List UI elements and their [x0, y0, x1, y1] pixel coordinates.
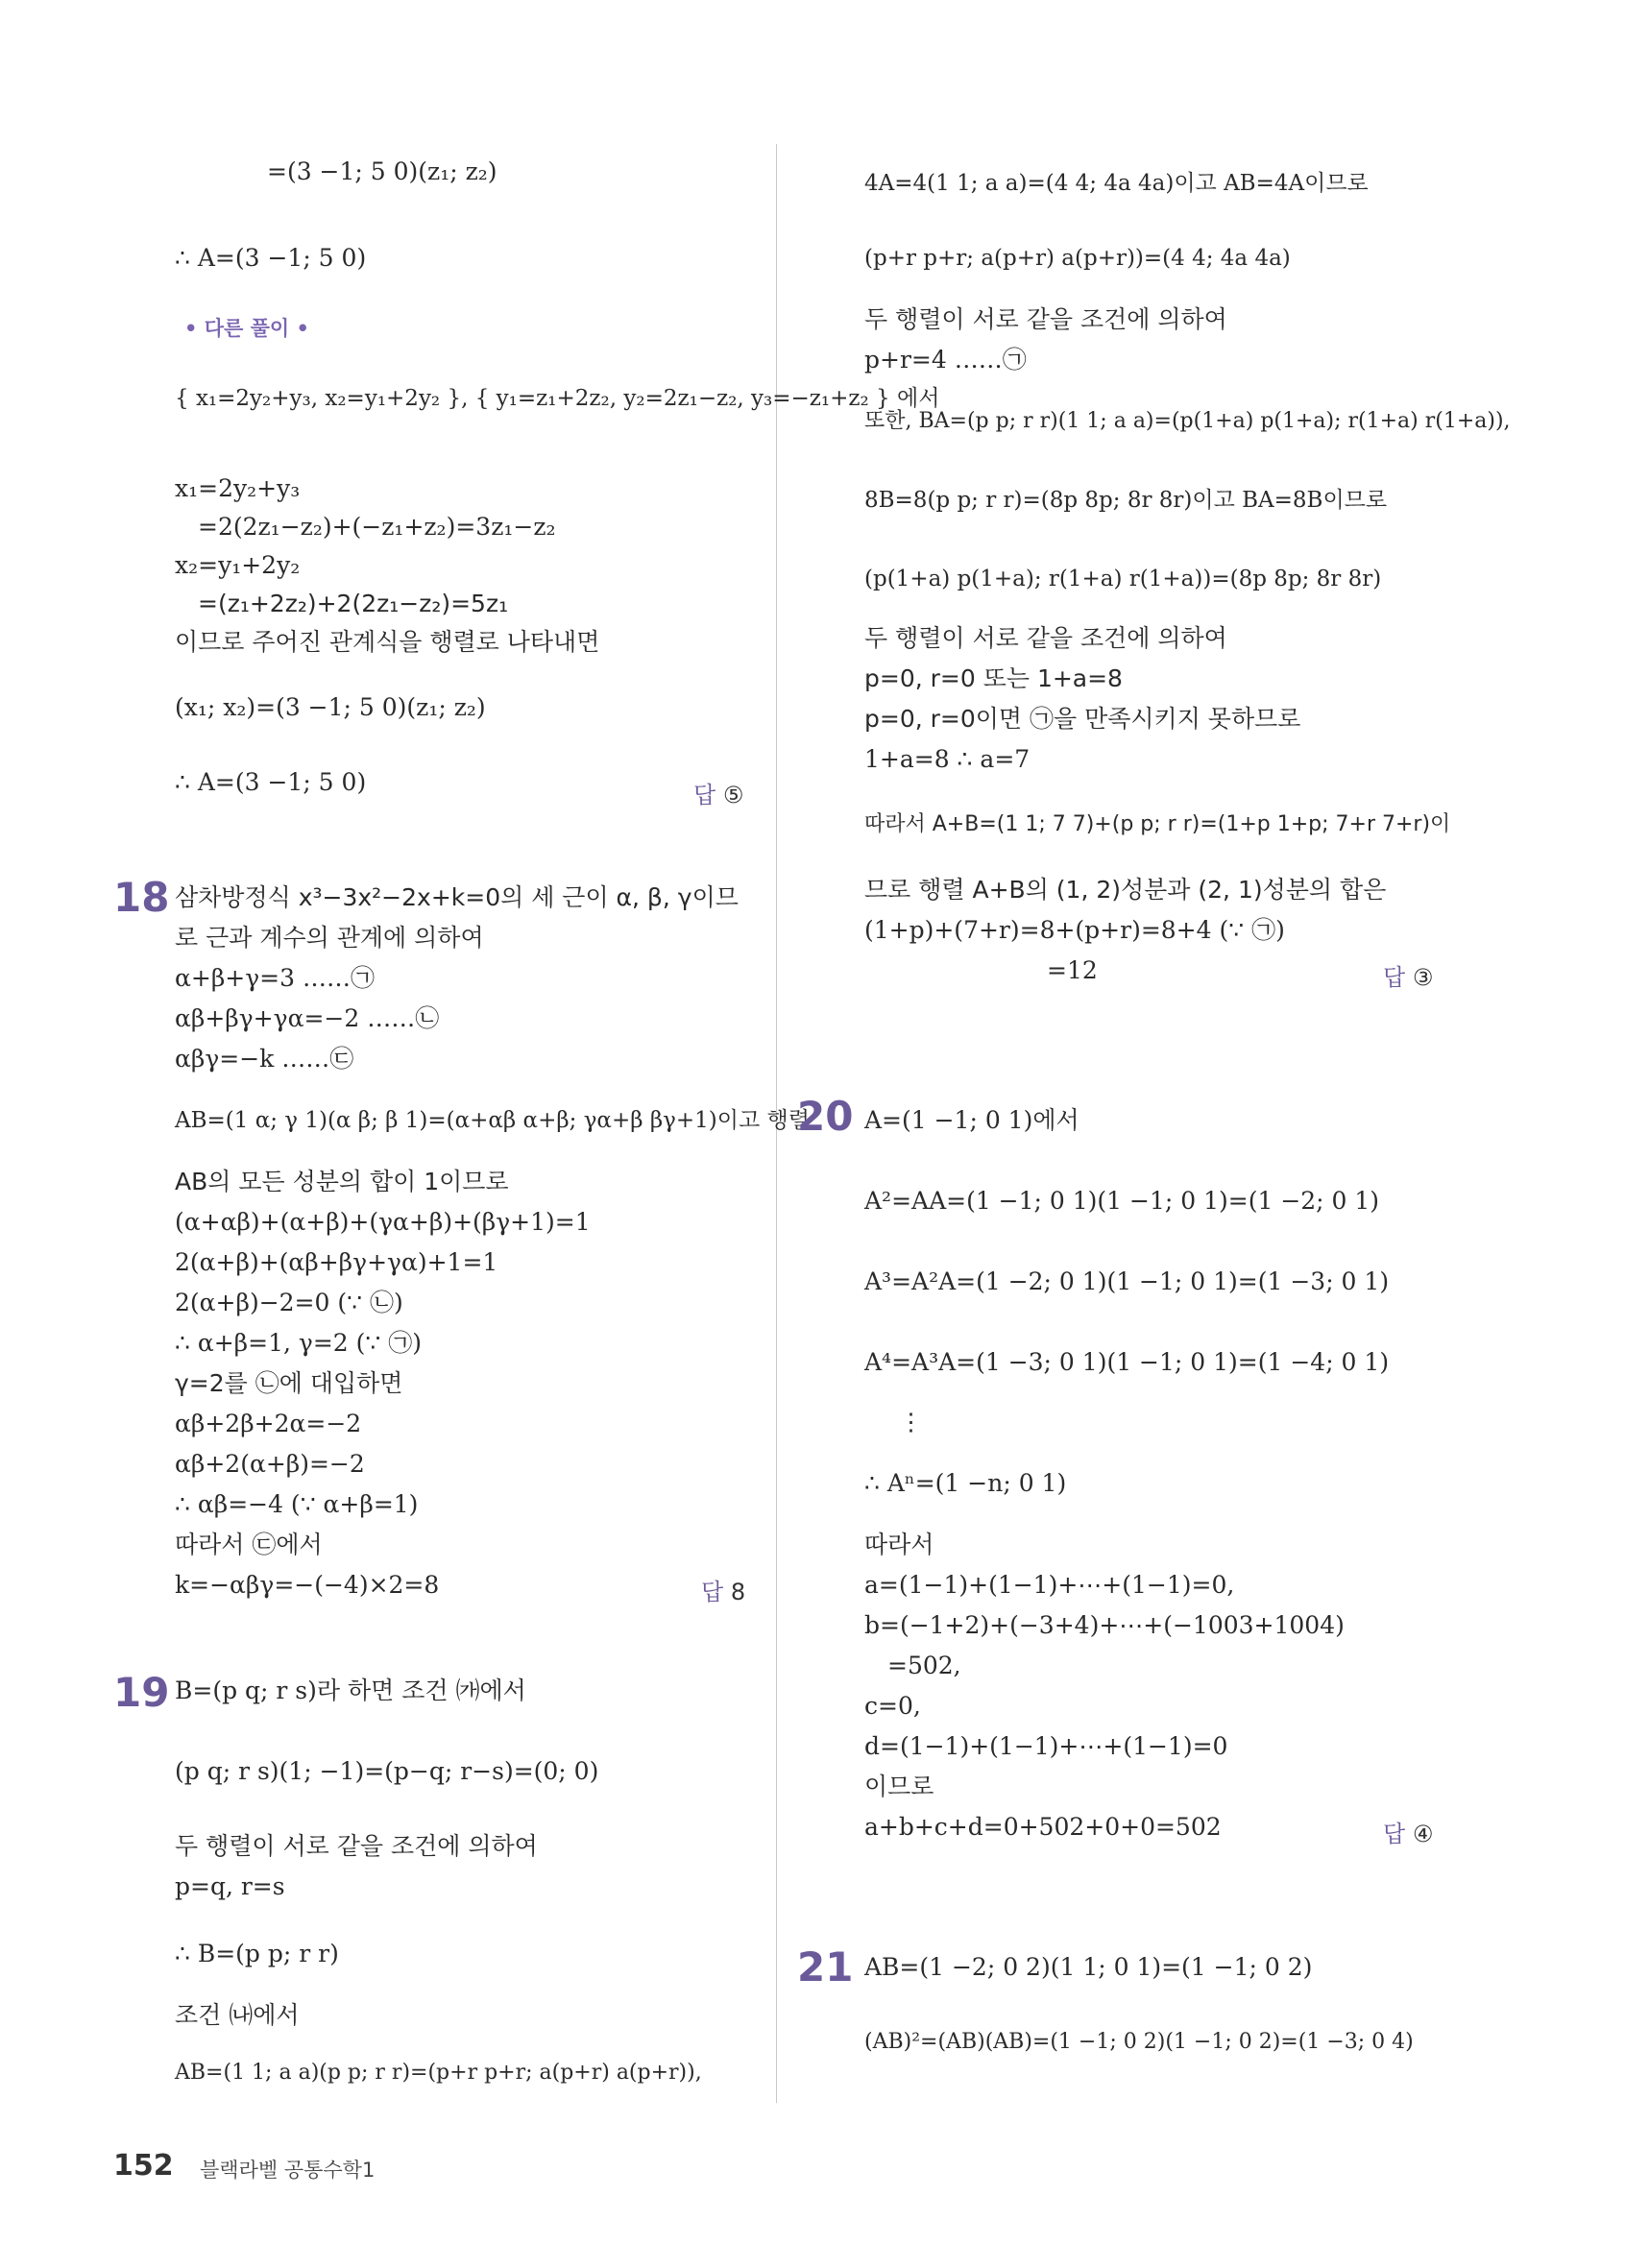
math-line: AB=(1 α; γ 1)(α β; β 1)=(α+αβ α+β; γα+β βγ+1)이고 행렬: [175, 1108, 810, 1133]
math-line: 4A=4(1 1; a a)=(4 4; 4a 4a)이고 AB=4A이므로: [864, 171, 1369, 196]
text-line: 따라서: [864, 1531, 934, 1558]
math-line: 2(α+β)+(αβ+βγ+γα)+1=1: [175, 1248, 498, 1276]
math-line: 8B=8(p p; r r)=(8p 8p; 8r 8r)이고 BA=8B이므로: [864, 488, 1388, 513]
math-line: (p+r p+r; a(p+r) a(p+r))=(4 4; 4a 4a): [864, 246, 1291, 271]
text-line: 따라서 ㉢에서: [175, 1531, 323, 1558]
math-line: =(z₁+2z₂)+2(2z₁−z₂)=5z₁: [198, 590, 509, 617]
text-line: 삼차방정식 x³−3x²−2x+k=0의 세 근이 α, β, γ이므: [175, 883, 739, 911]
math-line: { x₁=2y₂+y₃, x₂=y₁+2y₂ }, { y₁=z₁+2z₂, y₂=2z₁−z₂, y₃=−z₁+z₂ } 에서: [175, 386, 940, 411]
math-line: 2(α+β)−2=0 (∵ ㉡): [175, 1289, 403, 1316]
math-line: x₁=2y₂+y₃: [175, 474, 301, 502]
math-line: (p q; r s)(1; −1)=(p−q; r−s)=(0; 0): [175, 1757, 599, 1785]
answer-18: 답 8: [701, 1579, 746, 1605]
math-line: αβ+2(α+β)=−2: [175, 1450, 365, 1478]
math-line: A=(1 −1; 0 1)에서: [864, 1106, 1079, 1134]
math-line: ∴ α+β=1, γ=2 (∵ ㉠): [175, 1329, 422, 1357]
math-line: ∴ B=(p p; r r): [175, 1940, 339, 1967]
math-line: ⋮: [899, 1408, 923, 1436]
math-line: (p(1+a) p(1+a); r(1+a) r(1+a))=(8p 8p; 8r 8r): [864, 567, 1382, 591]
math-line: AB=(1 −2; 0 2)(1 1; 0 1)=(1 −1; 0 2): [864, 1953, 1313, 1981]
problem-number-20: 20: [797, 1093, 854, 1140]
answer-19: 답 ③: [1383, 964, 1434, 991]
math-line: αβ+2β+2α=−2: [175, 1410, 362, 1437]
math-line: A³=A²A=(1 −2; 0 1)(1 −1; 0 1)=(1 −3; 0 1): [864, 1267, 1390, 1295]
math-line: =2(2z₁−z₂)+(−z₁+z₂)=3z₁−z₂: [198, 513, 556, 541]
math-line: αβ+βγ+γα=−2 ……㉡: [175, 1004, 440, 1032]
text-line: γ=2를 ㉡에 대입하면: [175, 1369, 403, 1397]
text-line: p=0, r=0 또는 1+a=8: [864, 664, 1123, 692]
math-line: B=(p q; r s)라 하면 조건 ㈎에서: [175, 1677, 526, 1704]
math-line: (α+αβ)+(α+β)+(γα+β)+(βγ+1)=1: [175, 1208, 591, 1236]
math-line: a=(1−1)+(1−1)+⋯+(1−1)=0,: [864, 1571, 1235, 1599]
math-line: d=(1−1)+(1−1)+⋯+(1−1)=0: [864, 1732, 1228, 1760]
book-title: 블랙라벨 공통수학1: [200, 2159, 376, 2182]
text-line: 이므로 주어진 관계식을 행렬로 나타내면: [175, 628, 600, 656]
alternate-solution-label: • 다른 풀이 •: [184, 317, 309, 340]
math-line: p+r=4 ……㉠: [864, 346, 1027, 374]
math-line: AB=(1 1; a a)(p p; r r)=(p+r p+r; a(p+r) a(p+r)),: [175, 2061, 702, 2085]
math-line: A⁴=A³A=(1 −3; 0 1)(1 −1; 0 1)=(1 −4; 0 1): [864, 1348, 1390, 1376]
math-line: ∴ αβ=−4 (∵ α+β=1): [175, 1490, 419, 1518]
math-line: =(3 −1; 5 0)(z₁; z₂): [267, 157, 497, 185]
math-line: k=−αβγ=−(−4)×2=8: [175, 1571, 440, 1599]
math-line: αβγ=−k ……㉢: [175, 1045, 354, 1073]
math-line: =502,: [887, 1652, 961, 1679]
math-line: ∴ A=(3 −1; 5 0): [175, 768, 367, 796]
problem-number-21: 21: [797, 1943, 854, 1991]
math-line: 따라서 A+B=(1 1; 7 7)+(p p; r r)=(1+p 1+p; 7+r 7+r)이: [864, 812, 1451, 836]
math-line: (AB)²=(AB)(AB)=(1 −1; 0 2)(1 −1; 0 2)=(1 −3; 0 4): [864, 2030, 1414, 2054]
text-line: 두 행렬이 서로 같을 조건에 의하여: [175, 1832, 538, 1860]
text-line: 므로 행렬 A+B의 (1, 2)성분과 (2, 1)성분의 합은: [864, 876, 1387, 904]
answer-20: 답 ④: [1383, 1821, 1434, 1847]
math-line: α+β+γ=3 ……㉠: [175, 964, 375, 992]
math-line: =12: [1047, 956, 1098, 984]
problem-number-19: 19: [113, 1669, 170, 1716]
text-line: p=0, r=0이면 ㉠을 만족시키지 못하므로: [864, 705, 1301, 733]
text-line: 조건 ㈏에서: [175, 2001, 300, 2029]
text-line: 로 근과 계수의 관계에 의하여: [175, 924, 484, 952]
math-line: A²=AA=(1 −1; 0 1)(1 −1; 0 1)=(1 −2; 0 1): [864, 1187, 1380, 1215]
math-line: x₂=y₁+2y₂: [175, 551, 301, 579]
text-line: 두 행렬이 서로 같을 조건에 의하여: [864, 624, 1227, 652]
problem-number-18: 18: [113, 874, 170, 921]
math-line: 또한, BA=(p p; r r)(1 1; a a)=(p(1+a) p(1+a); r(1+a) r(1+a)),: [864, 409, 1511, 433]
math-line: a+b+c+d=0+502+0+0=502: [864, 1813, 1222, 1841]
math-line: ∴ A=(3 −1; 5 0): [175, 244, 367, 272]
math-line: c=0,: [864, 1692, 921, 1720]
math-line: b=(−1+2)+(−3+4)+⋯+(−1003+1004): [864, 1611, 1345, 1639]
text-line: 이므로: [864, 1773, 934, 1800]
math-line: ∴ Aⁿ=(1 −n; 0 1): [864, 1469, 1067, 1497]
math-line: (x₁; x₂)=(3 −1; 5 0)(z₁; z₂): [175, 693, 486, 721]
text-line: AB의 모든 성분의 합이 1이므로: [175, 1168, 509, 1195]
page-number: 152: [113, 2149, 174, 2183]
math-line: 1+a=8 ∴ a=7: [864, 745, 1031, 773]
answer-17: 답 ⑤: [693, 782, 744, 808]
text-line: 두 행렬이 서로 같을 조건에 의하여: [864, 305, 1227, 333]
math-line: p=q, r=s: [175, 1872, 285, 1900]
math-line: (1+p)+(7+r)=8+(p+r)=8+4 (∵ ㉠): [864, 916, 1285, 944]
